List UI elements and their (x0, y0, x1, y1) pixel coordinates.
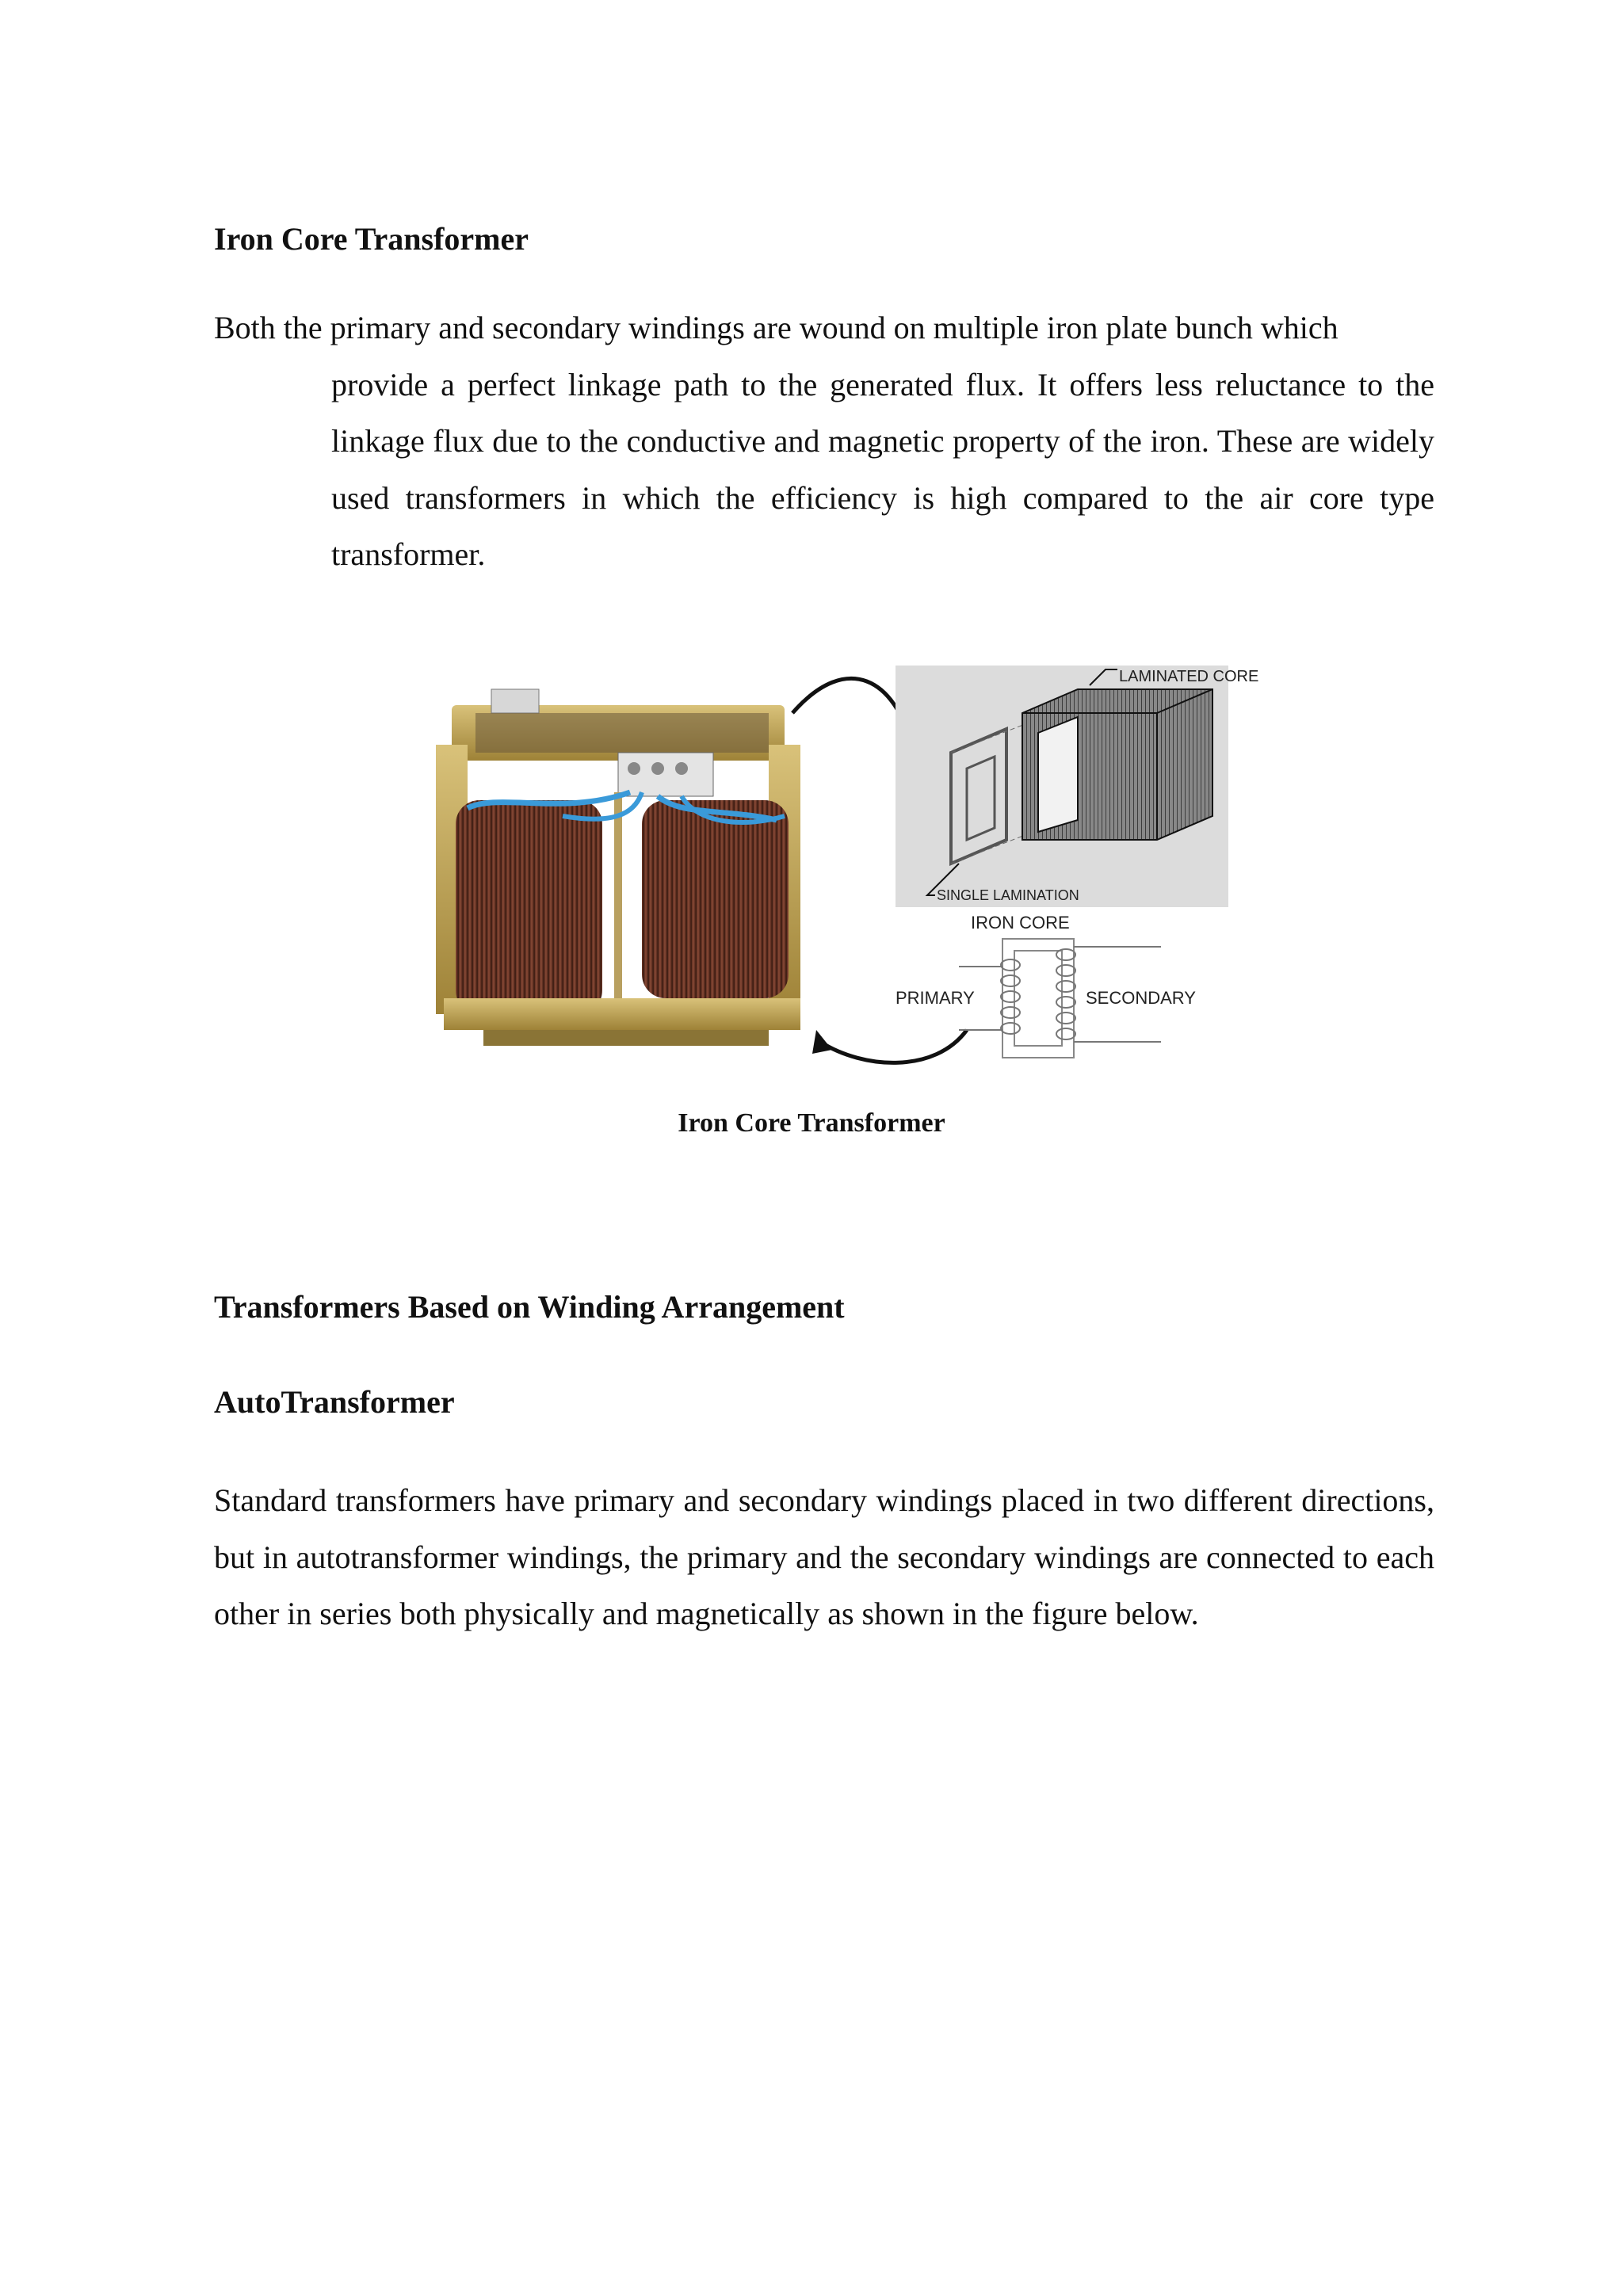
label-laminated-core: LAMINATED CORE (1119, 668, 1259, 685)
iron-core-illustration (420, 658, 1259, 1070)
arrow-from-schematic (820, 1030, 967, 1062)
label-single-lamination: SINGLE LAMINATION (937, 887, 1079, 903)
laminated-core-diagram (896, 666, 1258, 907)
iron-core-figure (420, 658, 1259, 1070)
heading-iron-core-transformer: Iron Core Transformer (214, 221, 529, 257)
paragraph-autotransformer: Standard transformers have primary and secondary windings placed in two different directions, but in autotransformer windings, the primary and the secondary windings are connected to each other in series both physically and magnetically as shown in the figure below. (214, 1482, 1434, 1631)
paragraph-iron-core (214, 299, 1434, 583)
transformer-image (436, 689, 800, 1046)
paragraph-first-line: Both the primary and secondary windings are wound on multiple iron plate bunch which (214, 310, 1338, 345)
figure-caption: Iron Core Transformer (678, 1108, 945, 1138)
paragraph-rest: provide a perfect linkage path to the generated flux. It offers less reluctance to the linkage flux due to the conductive and magnetic property of the iron. These are widely used transformers in which the efficiency is high compared to the air core type transformer. (331, 366, 1434, 572)
heading-winding-arrangement: Transformers Based on Winding Arrangement (214, 1289, 845, 1325)
label-secondary: SECONDARY (1086, 988, 1196, 1008)
heading-autotransformer: AutoTransformer (214, 1384, 455, 1420)
label-iron-core: IRON CORE (971, 913, 1070, 933)
arrow-to-core (792, 678, 911, 745)
transformer-schematic (896, 913, 1196, 1058)
label-primary: PRIMARY (896, 988, 975, 1008)
